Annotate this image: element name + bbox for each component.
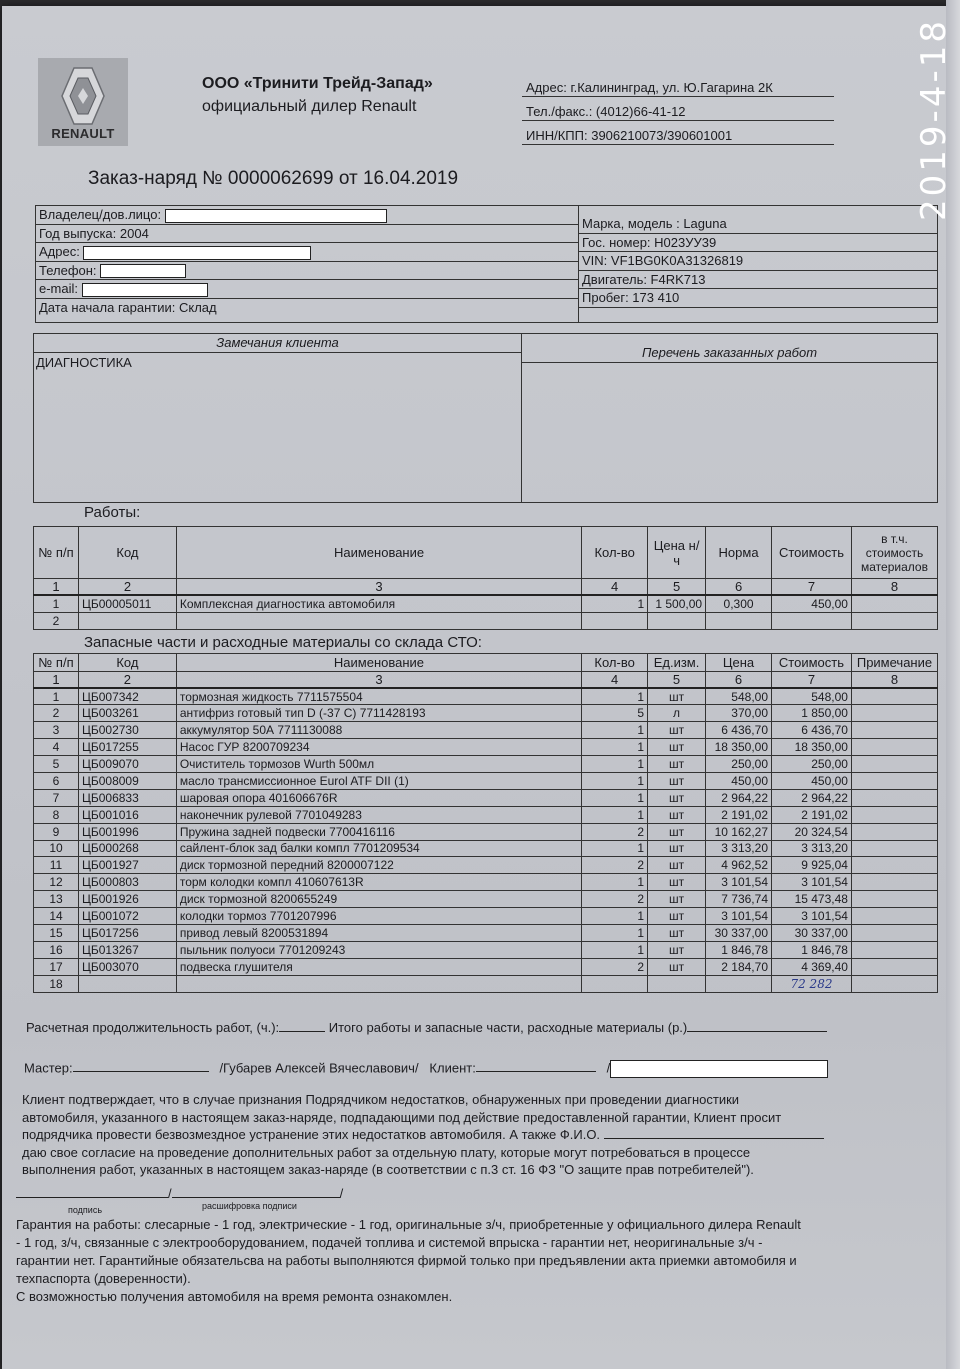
row-price: 3 101,54 — [706, 908, 772, 925]
row-qty: 1 — [582, 806, 648, 823]
row-code: ЦБ002730 — [78, 722, 176, 739]
table-row — [34, 705, 938, 722]
row-code: ЦБ017256 — [78, 924, 176, 941]
address-line: Адрес: г.Калининград, ул. Ю.Гагарина 2К — [522, 78, 834, 97]
works-header-row — [34, 527, 938, 579]
table-row — [34, 739, 938, 756]
total-label: Итого работы и запасные части, расходные материалы (р.) — [328, 1020, 688, 1035]
row-cost: 450,00 — [772, 772, 852, 789]
row-unit: шт — [648, 891, 706, 908]
row-qty: 2 — [582, 857, 648, 874]
row-qty: 1 — [582, 722, 648, 739]
col-number: 8 — [851, 579, 937, 596]
row-cost: 30 337,00 — [772, 924, 852, 941]
table-row — [34, 595, 938, 612]
row-note — [851, 772, 937, 789]
row-name: торм колодки компл 410607613R — [176, 874, 581, 891]
inn-kpp-line: ИНН/КПП: 3906210073/390601001 — [522, 126, 834, 145]
row-price: 2 191,02 — [706, 806, 772, 823]
row-name: сайлент-блок зад балки компл 7701209534 — [176, 840, 581, 857]
row-cost: 250,00 — [772, 756, 852, 773]
table-row — [34, 908, 938, 925]
row-unit: шт — [648, 958, 706, 975]
logo-text: RENAULT — [51, 126, 115, 141]
row-name: Комплексная диагностика автомобиля — [176, 595, 581, 612]
row-qty: 2 — [582, 891, 648, 908]
master-client-line: Мастер: /Губарев Алексей Вячеславович/ Клиент: / — [24, 1060, 828, 1078]
row-cost: 6 436,70 — [772, 722, 852, 739]
row-note — [851, 688, 937, 705]
row-cost: 20 324,54 — [772, 823, 852, 840]
row-code: ЦБ001996 — [78, 823, 176, 840]
row-norm — [706, 612, 772, 629]
consent-paragraph — [22, 1091, 932, 1179]
table-row — [34, 722, 938, 739]
table-row — [34, 941, 938, 958]
col-header: Наименование — [176, 527, 581, 579]
row-name: подвеска глушителя — [176, 958, 581, 975]
warranty-paragraph — [16, 1216, 941, 1306]
row-qty: 1 — [582, 908, 648, 925]
col-header: Кол-во — [582, 527, 648, 579]
row-code: ЦБ009070 — [78, 756, 176, 773]
col-number: 6 — [706, 579, 772, 596]
row-note — [851, 857, 937, 874]
row-cost: 1 846,78 — [772, 941, 852, 958]
row-cost: 3 101,54 — [772, 908, 852, 925]
row-price: 4 962,52 — [706, 857, 772, 874]
row-number: 6 — [34, 772, 79, 789]
consent-text: подрядчика провести безвозмездное устранение этих недостатков автомобиля. А также Ф.И.О. — [22, 1127, 601, 1142]
duration-blank — [279, 1031, 325, 1032]
col-number: 3 — [176, 672, 581, 689]
row-unit: шт — [648, 857, 706, 874]
row-name: Очиститель тормозов Wurth 500мл — [176, 756, 581, 773]
company-name: ООО «Тринити Трейд-Запад» — [202, 75, 433, 92]
row-price: 450,00 — [706, 772, 772, 789]
table-row — [34, 688, 938, 705]
row-note — [851, 908, 937, 925]
row-qty: 2 — [582, 958, 648, 975]
row-name: Насос ГУР 8200709234 — [176, 739, 581, 756]
contacts-block — [522, 78, 834, 150]
row-unit: шт — [648, 722, 706, 739]
consent-line: даю свое согласие на проведение дополнительных работ за отдельную плату, которые могут потребоваться в процессе — [22, 1144, 751, 1160]
row-qty: 1 — [582, 595, 648, 612]
table-row — [34, 857, 938, 874]
row-number: 12 — [34, 874, 79, 891]
col-header: Кол-во — [582, 654, 648, 672]
col-number: 2 — [78, 672, 176, 689]
remarks-block — [33, 333, 938, 503]
col-header: № п/п — [34, 654, 79, 672]
owner-label: Владелец/дов.лицо: — [39, 207, 162, 222]
warranty-start-row: Дата начала гарантии: Склад — [39, 299, 217, 315]
parts-header-row — [34, 654, 938, 672]
row-name: аккумулятор 50А 7711130088 — [176, 722, 581, 739]
client-remarks-header: Замечания клиента — [34, 334, 521, 353]
row-name: шаровая опора 401606676R — [176, 789, 581, 806]
row-qty: 1 — [582, 772, 648, 789]
row-qty: 1 — [582, 688, 648, 705]
signature-decode-blank — [172, 1197, 340, 1198]
col-header: Цена н/ч — [648, 527, 706, 579]
row-code: ЦБ000268 — [78, 840, 176, 857]
row-code: ЦБ001926 — [78, 891, 176, 908]
col-header: в т.ч. стоимость материалов — [851, 527, 937, 579]
client-remarks-text: ДИАГНОСТИКА — [36, 355, 132, 370]
row-number: 13 — [34, 891, 79, 908]
row-price: 250,00 — [706, 756, 772, 773]
row-name: диск тормозной 8200655249 — [176, 891, 581, 908]
email-row — [36, 280, 578, 299]
redacted-field — [165, 209, 387, 223]
row-note — [851, 840, 937, 857]
total-blank — [687, 1031, 827, 1032]
row-number: 17 — [34, 958, 79, 975]
row-cost: 548,00 — [772, 688, 852, 705]
row-qty: 1 — [582, 924, 648, 941]
row-price: 3 313,20 — [706, 840, 772, 857]
row-note — [851, 924, 937, 941]
parts-title: Запасные части и расходные материалы со склада СТО: — [84, 634, 482, 651]
col-number: 1 — [34, 672, 79, 689]
engine-row: Двигатель: F4RK713 — [579, 271, 937, 290]
warranty-line: гарантии нет. Гарантийные обязательсва на работы выполняются фирмой только при предъявлении акта приемки автомобиля и — [16, 1253, 797, 1268]
row-price: 30 337,00 — [706, 924, 772, 941]
master-signature-blank — [73, 1071, 209, 1072]
fio-blank — [604, 1138, 824, 1139]
col-header: Стоимость — [772, 654, 852, 672]
warranty-line: - 1 год, з/ч, связанные с электрооборудованием, подачей топлива и системой впрыска - гарантии нет, неоригинальные з/ч - — [16, 1235, 763, 1250]
row-number: 15 — [34, 924, 79, 941]
ordered-works — [522, 334, 937, 502]
row-qty: 5 — [582, 705, 648, 722]
row-note — [851, 722, 937, 739]
row-cost: 2 191,02 — [772, 806, 852, 823]
works-colnum-row — [34, 579, 938, 596]
row-norm: 0,300 — [706, 595, 772, 612]
row-number: 10 — [34, 840, 79, 857]
consent-line: выполнения работ, указанных в настоящем заказ-наряде (в соответствии с п.3 ст. 16 ФЗ "О защите прав потребителей"). — [22, 1162, 754, 1177]
consent-line — [22, 1126, 932, 1144]
row-qty: 2 — [582, 823, 648, 840]
owner-row — [36, 206, 578, 225]
row-cost: 18 350,00 — [772, 739, 852, 756]
vin-row: VIN: VF1BG0K0A31326819 — [579, 252, 937, 271]
table-row — [34, 958, 938, 975]
row-name: тормозная жидкость 7711575504 — [176, 688, 581, 705]
address-label: Адрес: — [39, 244, 80, 259]
signature-line: / / — [16, 1186, 343, 1201]
row-qty: 1 — [582, 756, 648, 773]
client-label: Клиент: — [429, 1060, 476, 1076]
work-order-document — [2, 6, 952, 1369]
model-row: Марка, модель : Laguna — [579, 215, 937, 234]
owner-vehicle-block — [35, 205, 938, 323]
row-code: ЦБ008009 — [78, 772, 176, 789]
row-code: ЦБ003261 — [78, 705, 176, 722]
row-code — [78, 612, 176, 629]
row-number: 2 — [34, 705, 79, 722]
row-unit: шт — [648, 908, 706, 925]
row-code: ЦБ006833 — [78, 789, 176, 806]
row-note — [851, 705, 937, 722]
row-number: 11 — [34, 857, 79, 874]
row-unit: шт — [648, 874, 706, 891]
col-header: Код — [78, 527, 176, 579]
row-number: 1 — [34, 595, 79, 612]
table-row — [34, 975, 938, 992]
table-row — [34, 823, 938, 840]
renault-logo — [38, 58, 128, 146]
row-name — [176, 612, 581, 629]
parts-colnum-row — [34, 672, 938, 689]
ordered-works-header: Перечень заказанных работ — [522, 344, 937, 363]
master-label: Мастер: — [24, 1060, 73, 1076]
phone-row — [36, 262, 578, 281]
row-cost — [772, 612, 852, 629]
row-unit: шт — [648, 806, 706, 823]
row-name: диск тормозной передний 8200007122 — [176, 857, 581, 874]
row-code: ЦБ013267 — [78, 941, 176, 958]
row-materials — [851, 595, 937, 612]
table-row — [34, 924, 938, 941]
row-price: 548,00 — [706, 688, 772, 705]
empty-row — [579, 308, 937, 327]
col-number: 4 — [582, 579, 648, 596]
row-unit — [648, 975, 706, 992]
row-code: ЦБ017255 — [78, 739, 176, 756]
row-price: 3 101,54 — [706, 874, 772, 891]
master-name: /Губарев Алексей Вячеславович/ — [219, 1060, 419, 1076]
row-note — [851, 806, 937, 823]
table-row — [34, 840, 938, 857]
row-note — [851, 823, 937, 840]
col-header: Стоимость — [772, 527, 852, 579]
consent-line: автомобиля, указанного в настоящем заказ-наряде, подпадающими под действие предоставленной гарантии, Клиент просит — [22, 1109, 782, 1125]
parts-table — [33, 653, 938, 993]
row-number: 8 — [34, 806, 79, 823]
col-number: 4 — [582, 672, 648, 689]
redacted-field — [610, 1060, 828, 1078]
row-note — [851, 891, 937, 908]
row-name: антифриз готовый тип D (-37 С) 7711428193 — [176, 705, 581, 722]
row-qty: 1 — [582, 789, 648, 806]
row-number: 2 — [34, 612, 79, 629]
company-subtitle: официальный дилер Renault — [202, 98, 417, 115]
row-unit: шт — [648, 739, 706, 756]
col-number: 3 — [176, 579, 581, 596]
col-header: № п/п — [34, 527, 79, 579]
row-cost: 3 101,54 — [772, 874, 852, 891]
row-note — [851, 874, 937, 891]
works-table — [33, 526, 938, 630]
row-number: 16 — [34, 941, 79, 958]
col-header: Код — [78, 654, 176, 672]
row-code: ЦБ007342 — [78, 688, 176, 705]
redacted-field — [82, 283, 208, 297]
row-qty: 1 — [582, 739, 648, 756]
row-cost: 450,00 — [772, 595, 852, 612]
photo-date-stamp: 2019-4-18 — [914, 18, 954, 221]
redacted-field — [100, 264, 186, 278]
plate-row: Гос. номер: Н023УУ39 — [579, 234, 937, 253]
row-note — [851, 958, 937, 975]
signature-decode-label: расшифровка подписи — [202, 1201, 297, 1211]
signature-blank — [16, 1197, 168, 1198]
row-price: 18 350,00 — [706, 739, 772, 756]
row-note — [851, 739, 937, 756]
row-code: ЦБ00005011 — [78, 595, 176, 612]
col-header: Цена — [706, 654, 772, 672]
consent-line: Клиент подтверждает, что в случае признания Подрядчиком недостатков, обнаруженных при проведении диагностики — [22, 1092, 740, 1107]
table-row — [34, 756, 938, 773]
row-name: наконечник рулевой 7701049283 — [176, 806, 581, 823]
col-number: 5 — [648, 672, 706, 689]
row-name: привод левый 8200531894 — [176, 924, 581, 941]
col-number: 7 — [772, 672, 852, 689]
row-code: ЦБ000803 — [78, 874, 176, 891]
row-note — [851, 756, 937, 773]
row-number: 9 — [34, 823, 79, 840]
row-unit: шт — [648, 941, 706, 958]
row-unit: шт — [648, 772, 706, 789]
row-name: Пружина задней подвески 7700416116 — [176, 823, 581, 840]
row-note — [851, 975, 937, 992]
row-price — [706, 975, 772, 992]
company-block — [202, 72, 433, 118]
table-row — [34, 789, 938, 806]
address-row — [36, 243, 578, 262]
row-cost: 9 925,04 — [772, 857, 852, 874]
signature-label: подпись — [68, 1205, 103, 1215]
works-title: Работы: — [84, 504, 141, 521]
row-cost: 4 369,40 — [772, 958, 852, 975]
row-number: 14 — [34, 908, 79, 925]
row-unit: шт — [648, 823, 706, 840]
table-row — [34, 772, 938, 789]
totals-line — [26, 1020, 827, 1035]
row-cost: 3 313,20 — [772, 840, 852, 857]
col-number: 7 — [772, 579, 852, 596]
redacted-field — [83, 246, 311, 260]
row-unit: шт — [648, 688, 706, 705]
client-signature-blank — [476, 1071, 596, 1072]
warranty-line: техпаспорта (доверенности). — [16, 1271, 191, 1286]
row-price: 2 184,70 — [706, 958, 772, 975]
email-label: e-mail: — [39, 281, 79, 296]
row-unit: шт — [648, 924, 706, 941]
owner-info — [36, 206, 579, 322]
row-cost: 1 850,00 — [772, 705, 852, 722]
phone-line: Тел./факс.: (4012)66-41-12 — [522, 102, 834, 121]
row-unit: л — [648, 705, 706, 722]
row-name: колодки тормоз 7701207996 — [176, 908, 581, 925]
row-qty — [582, 975, 648, 992]
table-row — [34, 806, 938, 823]
acknowledgement-line: С возможностью получения автомобиля на время ремонта ознакомлен. — [16, 1289, 453, 1304]
row-price: 1 846,78 — [706, 941, 772, 958]
row-note — [851, 941, 937, 958]
row-qty — [582, 612, 648, 629]
row-number: 4 — [34, 739, 79, 756]
vehicle-info — [579, 206, 937, 322]
row-number: 1 — [34, 688, 79, 705]
row-cost: 2 964,22 — [772, 789, 852, 806]
table-row — [34, 874, 938, 891]
row-price: 10 162,27 — [706, 823, 772, 840]
row-code: ЦБ001927 — [78, 857, 176, 874]
duration-label: Расчетная продолжительность работ, (ч.): — [26, 1020, 280, 1035]
row-number: 3 — [34, 722, 79, 739]
row-name: масло трансмиссионное Eurol ATF DII (1) — [176, 772, 581, 789]
row-price: 7 736,74 — [706, 891, 772, 908]
col-header: Наименование — [176, 654, 581, 672]
col-number: 8 — [851, 672, 937, 689]
col-number: 5 — [648, 579, 706, 596]
row-unit: шт — [648, 840, 706, 857]
row-qty: 1 — [582, 840, 648, 857]
row-number: 5 — [34, 756, 79, 773]
col-number: 2 — [78, 579, 176, 596]
row-price: 6 436,70 — [706, 722, 772, 739]
row-code — [78, 975, 176, 992]
row-code: ЦБ003070 — [78, 958, 176, 975]
client-remarks — [34, 334, 522, 502]
mileage-row: Пробег: 173 410 — [579, 289, 937, 308]
row-name — [176, 975, 581, 992]
col-header: Ед.изм. — [648, 654, 706, 672]
order-title: Заказ-наряд № 0000062699 от 16.04.2019 — [88, 168, 459, 189]
row-price: 2 964,22 — [706, 789, 772, 806]
row-cost: 15 473,48 — [772, 891, 852, 908]
row-materials — [851, 612, 937, 629]
col-header: Примечание — [851, 654, 937, 672]
row-unit: шт — [648, 789, 706, 806]
row-qty: 1 — [582, 941, 648, 958]
row-qty: 1 — [582, 874, 648, 891]
table-row — [34, 891, 938, 908]
row-name: пыльник полуоси 7701209243 — [176, 941, 581, 958]
row-price: 1 500,00 — [648, 595, 706, 612]
row-unit: шт — [648, 756, 706, 773]
row-note — [851, 789, 937, 806]
row-code: ЦБ001016 — [78, 806, 176, 823]
table-row — [34, 612, 938, 629]
phone-label: Телефон: — [39, 262, 97, 278]
year-row: Год выпуска: 2004 — [36, 225, 578, 244]
warranty-line: Гарантия на работы: слесарные - 1 год, электрические - 1 год, оригинальные з/ч, приобретенные у официального дилера Renault — [16, 1217, 801, 1232]
handwritten-total: 72 282 — [772, 975, 852, 992]
row-number: 7 — [34, 789, 79, 806]
row-code: ЦБ001072 — [78, 908, 176, 925]
row-number: 18 — [34, 975, 79, 992]
row-price: 370,00 — [706, 705, 772, 722]
col-number: 6 — [706, 672, 772, 689]
renault-diamond-icon — [60, 66, 106, 126]
row-price — [648, 612, 706, 629]
col-header: Норма — [706, 527, 772, 579]
col-number: 1 — [34, 579, 79, 596]
